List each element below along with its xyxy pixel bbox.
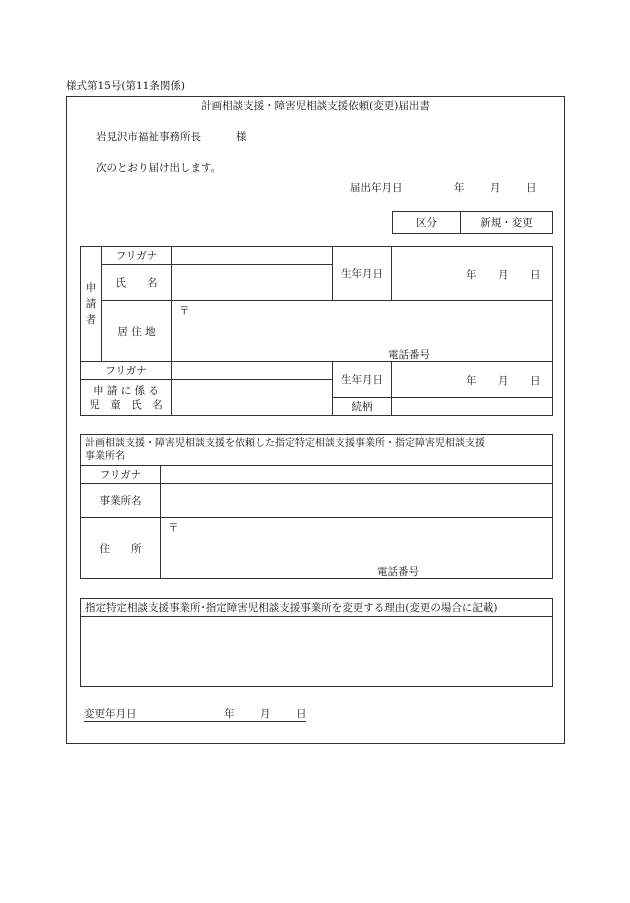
applicant-group-label: [81, 247, 102, 362]
child-birth-label: 生年月日: [333, 362, 392, 398]
child-furigana-label: フリガナ: [81, 362, 172, 380]
child-name-label-line2: 児 童 氏 名: [89, 398, 163, 411]
applicant-char-1: 申: [85, 282, 97, 294]
provider-table: [80, 434, 553, 579]
change-date-day: 日: [296, 708, 307, 720]
applicant-name-label: 氏 名: [102, 265, 172, 301]
child-furigana-field[interactable]: [172, 362, 333, 380]
provider-address-field[interactable]: [161, 518, 553, 579]
applicant-furigana-label: フリガナ: [102, 247, 172, 265]
provider-heading-line2: 事業所名: [85, 451, 125, 462]
child-birth-day: 日: [530, 375, 541, 387]
applicant-char-2: 請: [85, 298, 97, 310]
applicant-birth-field[interactable]: [392, 247, 553, 301]
form-number: 様式第15号(第11条関係): [66, 80, 185, 92]
provider-office-field[interactable]: [161, 484, 553, 518]
provider-office-label: 事業所名: [81, 484, 161, 518]
applicant-birth-year: 年: [466, 269, 477, 281]
submission-day: 日: [526, 182, 537, 194]
change-date-year: 年: [224, 708, 235, 720]
category-box: [392, 211, 553, 234]
change-date-month: 月: [260, 708, 271, 720]
applicant-furigana-field[interactable]: [172, 247, 333, 265]
provider-heading: [81, 435, 553, 466]
child-birth-field[interactable]: [392, 362, 553, 398]
provider-postal-mark: 〒: [168, 522, 179, 534]
applicant-table: [80, 246, 553, 416]
reason-heading: 指定特定相談支援事業所･指定障害児相談支援事業所を変更する理由(変更の場合に記載): [81, 599, 553, 617]
child-name-label: [81, 380, 172, 416]
applicant-postal-mark: 〒: [179, 305, 190, 317]
child-name-label-line1: 申 請 に 係 る: [93, 384, 159, 397]
provider-phone-label: 電話番号: [377, 566, 419, 578]
form-title: 計画相談支援・障害児相談支援依頼(変更)届出書: [201, 100, 430, 112]
applicant-address-label: 居 住 地: [102, 301, 172, 362]
child-birth-month: 月: [498, 375, 509, 387]
addressee: 岩見沢市福祉事務所長: [96, 131, 201, 143]
change-date-label: 変更年月日: [84, 708, 137, 720]
applicant-birth-label: 生年月日: [333, 247, 392, 301]
applicant-phone-label: 電話番号: [388, 349, 430, 361]
child-name-field[interactable]: [172, 380, 333, 416]
child-relation-label: 続柄: [333, 398, 392, 416]
child-birth-year: 年: [466, 375, 477, 387]
reason-field[interactable]: [81, 617, 553, 687]
applicant-char-3: 者: [85, 314, 97, 326]
submission-date-label: 届出年月日: [350, 182, 403, 194]
submission-month: 月: [490, 182, 501, 194]
honorific: 様: [236, 131, 247, 143]
applicant-address-field[interactable]: [172, 301, 553, 362]
intro-text: 次のとおり届け出します。: [96, 162, 222, 174]
applicant-birth-month: 月: [498, 269, 509, 281]
category-value[interactable]: 新規・変更: [461, 212, 553, 234]
reason-table: [80, 598, 553, 687]
provider-furigana-field[interactable]: [161, 466, 553, 484]
category-label: 区分: [393, 212, 461, 234]
child-relation-field[interactable]: [392, 398, 553, 416]
applicant-birth-day: 日: [530, 269, 541, 281]
applicant-name-field[interactable]: [172, 265, 333, 301]
provider-furigana-label: フリガナ: [81, 466, 161, 484]
submission-year: 年: [454, 182, 465, 194]
provider-address-label: 住 所: [81, 518, 161, 579]
change-date-underline: [84, 721, 306, 722]
provider-heading-line1: 計画相談支援・障害児相談支援を依頼した指定特定相談支援事業所・指定障害児相談支援: [85, 438, 485, 449]
